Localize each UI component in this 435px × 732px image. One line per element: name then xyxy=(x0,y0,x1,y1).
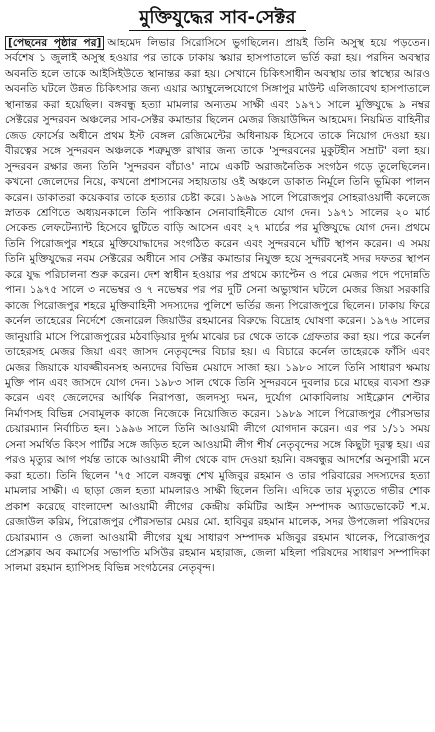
continued-from-tag: [পেছনের পৃষ্ঠার পর] xyxy=(5,36,104,50)
article-body xyxy=(5,36,430,577)
article-headline: মুক্তিযুদ্ধের সাব-সেক্টর xyxy=(129,6,306,31)
headline-wrap xyxy=(5,6,430,32)
article-body-text: আহমেদ লিভার সিরোসিসে ভুগছিলেন। প্রায়ই তিনি অসুস্থ হয়ে পড়তেন। সর্বশেষ ১ জুলাই অসুস্থ হওয়ার পর তাকে ঢাকায় স্কয়ার হাসপাতালে ভর্তি করা হয়। পরদিন অবস্থার অবনতি হলে তাকে আইসিইউতে স্থানান্তর করা হয়। সেখানে চিকিৎসাধীন অবস্থায় তার স্বাস্থ্যের আরও অবনতি ঘটলে উন্নত চিকিৎসার জন্য এয়ার অ্যাম্বুলেন্সযোগে সিঙ্গাপুর মাউন্ট এলিজাবেথ হাসপাতালে স্থানান্তর করা হয়েছিল। বঙ্গবন্ধু হত্যা মামলার অন্যতম সাক্ষী এবং ১৯৭১ সালে মুক্তিযুদ্ধে ৯ নম্বর সেক্টরের সুন্দরবন অঞ্চলের সাব-সেক্টর কমান্ডার ছিলেন মেজর জিয়াউদ্দিন আহমেদ। নিয়মিত বাহিনীর জেড ফোর্সের অধীনে প্রথম ইস্ট বেঙ্গল রেজিমেন্টের অধিনায়ক হিসেবে তাকে নিয়োগ দেওয়া হয়। বীরত্বের সঙ্গে সুন্দরবন অঞ্চলকে শত্রুমুক্ত রাখার জন্য তাকে 'সুন্দরবনের মুকুটহীন সম্রাট' বলা হয়। সুন্দরবন রক্ষার জন্য তিনি 'সুন্দরবন বাঁচাও' নামে একটি অরাজনৈতিক সংগঠন গড়ে তুলেছিলেন। কখনো জেলেদের নিয়ে, কখনো প্রশাসনের সহায়তায় ওই অঞ্চলে ডাকাত নির্মূলে তিনি ভূমিকা পালন করেন। ডাকাতরা কয়েকবার তাকে হত্যার চেষ্টা করে। ১৯৬৯ সালে পিরোজপুর সোহরাওয়ার্দী কলেজে স্নাতক শ্রেণিতে অধ্যয়নকালে তিনি পাকিস্তান সেনাবাহিনীতে যোগ দেন। ১৯৭১ সালের ২০ মার্চ সেকেন্ড লেফটেন্যান্ট হিসেবে ছুটিতে বাড়ি আসেন এবং ২৭ মার্চের পর মুক্তিযুদ্ধে যোগ দেন। প্রথমে তিনি পিরোজপুর শহরে মুক্তিযোদ্ধাদের সংগঠিত করেন এবং সুন্দরবনে ঘাঁটি স্থাপন করেন। এ সময় তিনি মুক্তিযুদ্ধের নবম সেক্টরের অধীনে সাব সেক্টর কমান্ডার নিযুক্ত হয়ে সুন্দরবনেই সদর দফতর স্থাপন করে যুদ্ধ পরিচালনা শুরু করেন। দেশ স্বাধীন হওয়ার পর প্রথমে ক্যাপ্টেন ও পরে মেজর পদে পদোন্নতি পান। ১৯৭৫ সালে ৩ নভেম্বর ও ৭ নভেম্বর পর পর দুটি সেনা অভ্যুত্থান ঘটলে মেজর জিয়া সরকারি কাজে পিরোজপুর শহরে মুক্তিবাহিনী সদস্যদের পুলিশে ভর্তির জন্য পিরোজপুরে ছিলেন। ঢাকায় ফিরে কর্নেল তাহেরের নির্দেশে জেনারেল জিয়াউর রহমানের বিরুদ্ধে বিদ্রোহ ঘোষণা করেন। ১৯৭৬ সালের জানুয়ারি মাসে পিরোজপুরের মঠবাড়িয়ার দুর্গম মাঝের চর থেকে তাকে গ্রেফতার করা হয়। পরে কর্নেল তাহেরসহ মেজর জিয়া এবং জাসদ নেতৃবৃন্দের বিচার হয়। এ বিচারে কর্নেল তাহেরকে ফাঁসি এবং মেজর জিয়াকে যাবজ্জীবনসহ অন্যদের বিভিন্ন মেয়াদে সাজা হয়। ১৯৮০ সালে তিনি সাধারণ ক্ষমায় মুক্তি পান এবং জাসদে যোগ দেন। ১৯৮৩ সাল থেকে তিনি সুন্দরবনে দুবলার চরে মাছের ব্যবসা শুরু করেন এবং জেলেদের আর্থিক নিরাপত্তা, জলদস্যু দমন, দুর্যোগ মোকাবিলায় সাইক্লোন শেল্টার নির্মাণসহ বিভিন্ন সেবামূলক কাজে নিজেকে নিয়োজিত করেন। ১৯৮৯ সালে পিরোজপুর পৌরসভার চেয়ারম্যান নির্বাচিত হন। ১৯৯৬ সালে তিনি আওয়ামী লীগে যোগদান করেন। এর পর ১/১১ সময় সেনা সমর্থিত কিংস পার্টির সঙ্গে জড়িত হলে আওয়ামী লীগ শীর্ষ নেতৃবৃন্দের সঙ্গে কিছুটা দূরত্ব হয়। এর পরও মৃত্যুর আগ পর্যন্ত তাকে আওয়ামী লীগ থেকে বাদ দেওয়া হয়নি। বঙ্গবন্ধুর আদর্শের অনুসারী মনে করা হতো। তিনি ছিলেন '৭৫ সালে বঙ্গবন্ধু শেখ মুজিবুর রহমান ও তার পরিবারের সদস্যদের হত্যা মামলার সাক্ষী। এ ছাড়া জেল হত্যা মামলারও সাক্ষী ছিলেন তিনি। এদিকে তার মৃত্যুতে গভীর শোক প্রকাশ করেছে বাংলাদেশ আওয়ামী লীগের কেন্দ্রীয় কমিটির আইন সম্পাদক অ্যাডভোকেট শ.ম. রেজাউল করিম, পিরোজপুর পৌরসভার মেয়র মো. হাবিবুর রহমান মালেক, সদর উপজেলা পরিষদের চেয়ারম্যান ও জেলা আওয়ামী লীগের যুগ্ম সাধারণ সম্পাদক মজিবুর রহমান খালেক, পিরোজপুর প্রেসক্লাব অব কমার্সের সভাপতি মসিউর রহমান মহারাজ, জেলা মহিলা পরিষদের সাধারণ সম্পাদিকা সালমা রহমান হ্যাপিসহ বিভিন্ন সংগঠনের নেতৃবৃন্দ। xyxy=(5,37,430,575)
